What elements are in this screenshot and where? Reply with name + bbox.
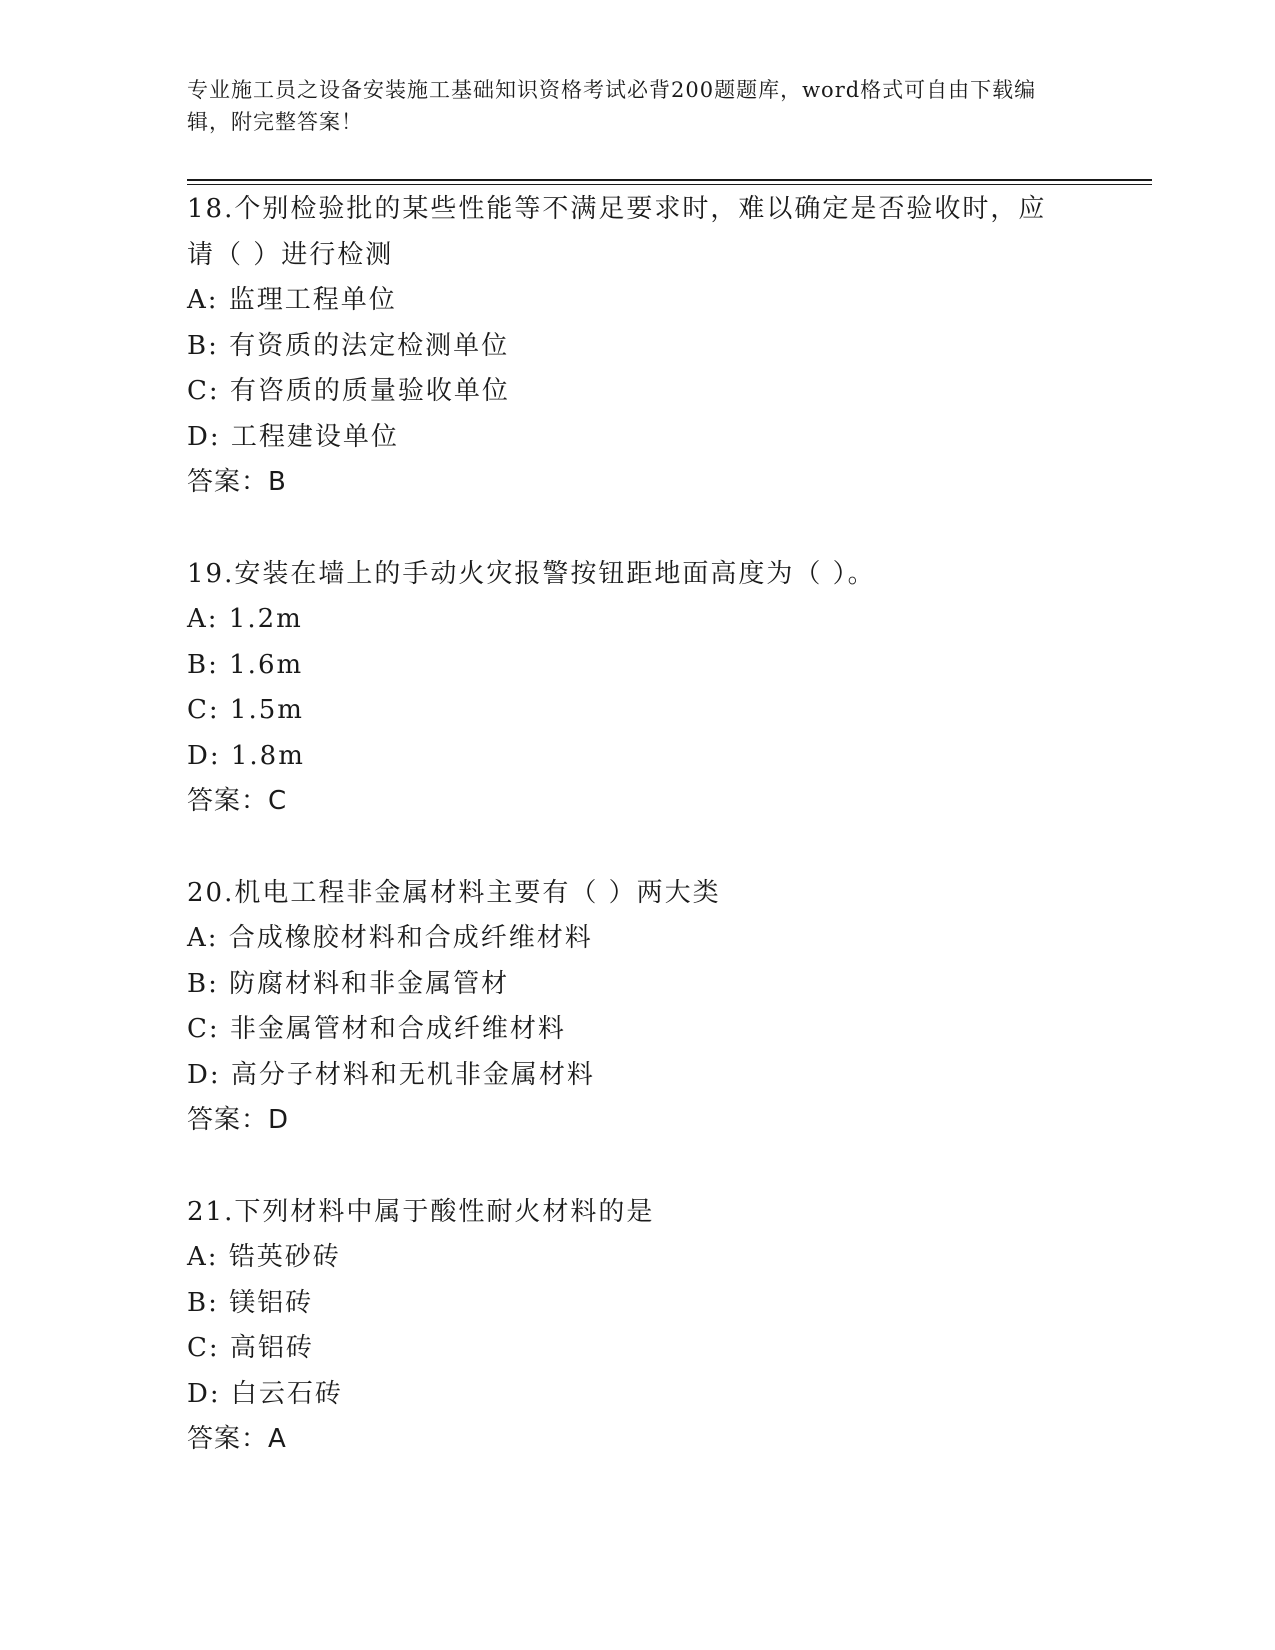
option-c: C: 1.5m <box>187 695 304 725</box>
answer-line: 答案：C <box>187 786 288 816</box>
question-list <box>187 187 1087 1509</box>
answer-line: 答案：A <box>187 1424 287 1454</box>
question-stem: 18.个别检验批的某些性能等不满足要求时，难以确定是否验收时，应请（ ）进行检测 <box>187 194 1047 270</box>
question-stem: 21.下列材料中属于酸性耐火材料的是 <box>187 1196 655 1227</box>
question-stem: 19.安装在墙上的手动火灾报警按钮距地面高度为（ ）。 <box>187 558 876 589</box>
question-20 <box>187 871 1087 1144</box>
option-b: B: 镁铝砖 <box>187 1287 314 1318</box>
answer-line: 答案：D <box>187 1105 290 1135</box>
option-a: A: 锆英砂砖 <box>187 1242 341 1272</box>
option-a: A: 监理工程单位 <box>187 285 397 315</box>
option-c: C: 高铝砖 <box>187 1333 314 1363</box>
option-b: B: 防腐材料和非金属管材 <box>187 968 510 999</box>
header-rule-thick <box>187 179 1152 181</box>
option-c: C: 有咨质的质量验收单位 <box>187 376 510 406</box>
option-d: D: 工程建设单位 <box>187 421 399 452</box>
question-stem: 20.机电工程非金属材料主要有（ ）两大类 <box>187 877 721 908</box>
option-b: B: 1.6m <box>187 649 304 680</box>
document-header: 专业施工员之设备安装施工基础知识资格考试必背200题题库，word格式可自由下载编辑，附完整答案！ <box>187 78 1037 134</box>
option-d: D: 高分子材料和无机非金属材料 <box>187 1059 595 1090</box>
header-rule-thin <box>187 184 1152 185</box>
option-b: B: 有资质的法定检测单位 <box>187 330 510 361</box>
option-d: D: 白云石砖 <box>187 1378 343 1409</box>
option-a: A: 合成橡胶材料和合成纤维材料 <box>187 923 593 953</box>
option-d: D: 1.8m <box>187 740 305 771</box>
answer-line: 答案：B <box>187 467 287 497</box>
option-a: A: 1.2m <box>187 604 303 634</box>
question-18 <box>187 187 1087 506</box>
question-21 <box>187 1190 1087 1463</box>
option-c: C: 非金属管材和合成纤维材料 <box>187 1014 566 1044</box>
question-19 <box>187 552 1087 825</box>
